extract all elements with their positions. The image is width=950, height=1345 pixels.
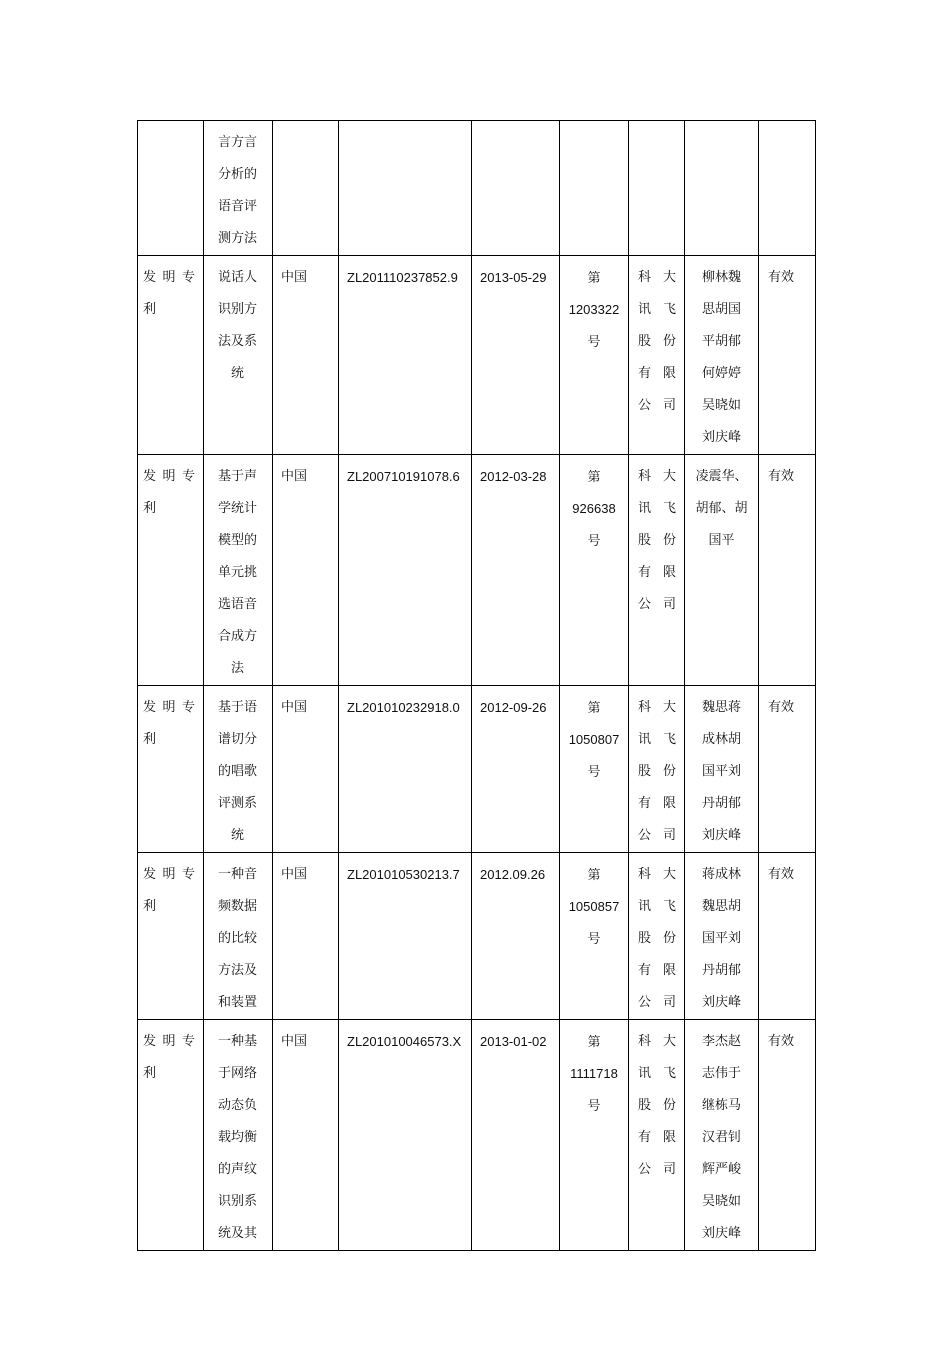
table-row [138, 853, 816, 1020]
table-row [138, 256, 816, 455]
certificate-number-cell: 第 926638 号 [560, 455, 629, 686]
table-row [138, 121, 816, 256]
patent-type-cell: 发明专 利 [138, 686, 204, 853]
country-cell: 中国 [273, 455, 339, 686]
patent-name-cell: 说话人 识别方 法及系 统 [204, 256, 273, 455]
patentee-cell: 科大 讯飞 股份 有限 公司 [629, 455, 685, 686]
patent-name-cell: 一种基 于网络 动态负 载均衡 的声纹 识别系 统及其 [204, 1020, 273, 1251]
patent-number-cell: ZL200710191078.6 [339, 455, 472, 686]
table-row [138, 686, 816, 853]
patent-number-cell: ZL201010046573.X [339, 1020, 472, 1251]
status-cell: 有效 [759, 256, 816, 455]
certificate-number-cell: 第 1050807 号 [560, 686, 629, 853]
certificate-number-cell: 第 1050857 号 [560, 853, 629, 1020]
certificate-number-cell [560, 121, 629, 256]
table-row [138, 455, 816, 686]
patent-name-cell: 言方言 分析的 语音评 测方法 [204, 121, 273, 256]
grant-date-cell: 2012.09.26 [472, 853, 560, 1020]
country-cell: 中国 [273, 853, 339, 1020]
country-cell: 中国 [273, 1020, 339, 1251]
inventors-cell: 柳林魏 思胡国 平胡郁 何婷婷 吴晓如 刘庆峰 [685, 256, 759, 455]
patentee-cell: 科大 讯飞 股份 有限 公司 [629, 1020, 685, 1251]
status-cell: 有效 [759, 455, 816, 686]
certificate-number-cell: 第 1203322 号 [560, 256, 629, 455]
inventors-cell [685, 121, 759, 256]
inventors-cell: 蒋成林 魏思胡 国平刘 丹胡郁 刘庆峰 [685, 853, 759, 1020]
certificate-number-cell: 第 1111718 号 [560, 1020, 629, 1251]
patent-type-cell: 发明专 利 [138, 1020, 204, 1251]
patent-number-cell: ZL201010530213.7 [339, 853, 472, 1020]
patent-number-cell [339, 121, 472, 256]
patentee-cell [629, 121, 685, 256]
patentee-cell: 科大 讯飞 股份 有限 公司 [629, 256, 685, 455]
patent-number-cell: ZL201010232918.0 [339, 686, 472, 853]
inventors-cell: 凌震华、 胡郁、胡 国平 [685, 455, 759, 686]
patentee-cell: 科大 讯飞 股份 有限 公司 [629, 686, 685, 853]
status-cell: 有效 [759, 853, 816, 1020]
grant-date-cell: 2013-01-02 [472, 1020, 560, 1251]
country-cell: 中国 [273, 256, 339, 455]
patent-type-cell: 发明专 利 [138, 256, 204, 455]
grant-date-cell: 2012-09-26 [472, 686, 560, 853]
status-cell: 有效 [759, 686, 816, 853]
patent-name-cell: 基于声 学统计 模型的 单元挑 选语音 合成方 法 [204, 455, 273, 686]
status-cell [759, 121, 816, 256]
country-cell [273, 121, 339, 256]
grant-date-cell: 2013-05-29 [472, 256, 560, 455]
patent-type-cell [138, 121, 204, 256]
patentee-cell: 科大 讯飞 股份 有限 公司 [629, 853, 685, 1020]
patent-number-cell: ZL201110237852.9 [339, 256, 472, 455]
patent-type-cell: 发明专 利 [138, 853, 204, 1020]
status-cell: 有效 [759, 1020, 816, 1251]
patent-name-cell: 一种音 频数据 的比较 方法及 和装置 [204, 853, 273, 1020]
inventors-cell: 魏思蒋 成林胡 国平刘 丹胡郁 刘庆峰 [685, 686, 759, 853]
inventors-cell: 李杰赵 志伟于 继栋马 汉君钊 辉严峻 吴晓如 刘庆峰 [685, 1020, 759, 1251]
patent-table [137, 120, 816, 1251]
country-cell: 中国 [273, 686, 339, 853]
table-row [138, 1020, 816, 1251]
patent-name-cell: 基于语 谱切分 的唱歌 评测系 统 [204, 686, 273, 853]
grant-date-cell: 2012-03-28 [472, 455, 560, 686]
grant-date-cell [472, 121, 560, 256]
patent-type-cell: 发明专 利 [138, 455, 204, 686]
